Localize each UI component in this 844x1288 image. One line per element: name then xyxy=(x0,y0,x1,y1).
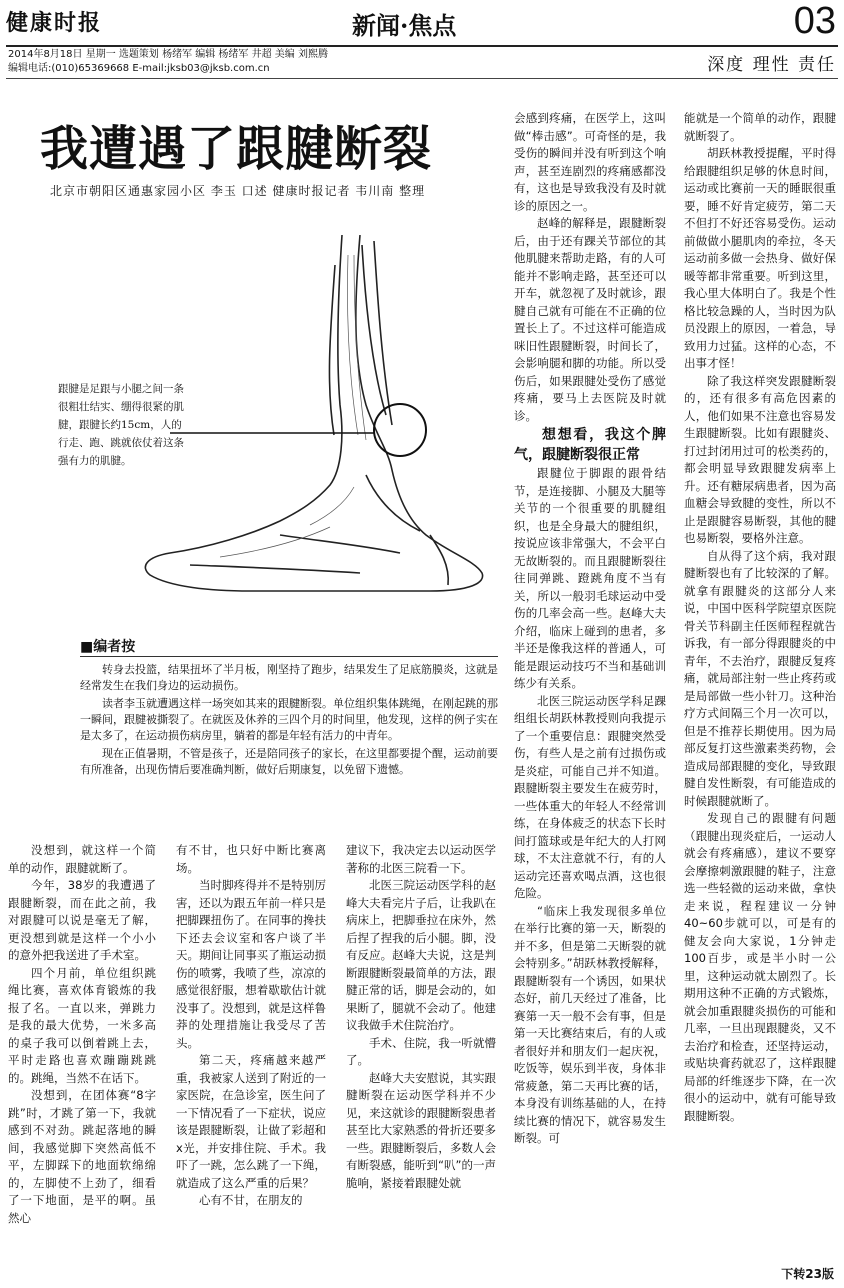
paragraph: 发现自己的跟腱有问题（跟腱出现炎症后，一运动人就会有疼痛感），建议不要穿会摩擦刺激跟腱的鞋子，注意选一些轻微的运动来做，拿快走来说，程程建议一分钟40~60步就可以，可是有的健友会向大家说，1分钟走100百步，或是半小时一公里，这种运动就太剧烈了。长期用这种不正确的方式锻炼，就会加重跟腱炎损伤的可能和几率，一旦出现跟腱炎，又不去治疗和检查，还坚持运动，或贴块膏药就忍了，这样跟腱局部的纤维逐步下降，在一次很小的运动中，就有可能导致跟腱断裂。 xyxy=(684,811,836,1123)
paragraph: 赵峰的解释是，跟腱断裂后，由于还有踝关节部位的其他肌腱来帮助走路，有的人可能并不影响走路，甚至还可以开车，就忽视了及时就诊，跟腱自己就有可能在不正确的位置长上了。不过这样可能造成咪旧性跟腱断裂，时间长了，会影响腿和脚的功能。所以受伤后，如果跟腱处受伤了感觉疼痛，要马上去医院及时就诊。 xyxy=(514,216,666,423)
editor-paragraph: 读者李玉就遭遇这样一场突如其来的跟腱断裂。单位组织集体跳绳，在刚起跳的那一瞬间，跟腱被撕裂了。在就医及休养的三四个月的时间里，他发现，这样的例子实在是太多了，在运动损伤病房里，躺着的都是年轻有活力的中青年。 xyxy=(80,697,498,742)
paragraph: 今年，38岁的我遭遇了跟腱断裂，而在此之前，我对跟腱可以说是毫无了解，更没想到就是这样一个小小的意外把我送进了手术室。 xyxy=(8,878,156,962)
editor-paragraph: 现在正值暑期，不管是孩子，还是陪同孩子的家长，在这里都要提个醒，运动前要有所准备，出现伤情后要准确判断，做好后期康复，以免留下遗憾。 xyxy=(80,747,498,776)
tagline: 深度 理性 责任 xyxy=(707,55,836,75)
text-column-1 xyxy=(8,842,156,1282)
editor-note-rule xyxy=(80,656,498,657)
meta-line-1: 2014年8月18日 星期一 选题策划 杨绪军 编辑 杨绪军 井超 美编 刘熙腾 xyxy=(8,49,328,60)
paragraph: 当时脚疼得并不是特别厉害，还以为跟五年前一样只是把脚踝扭伤了。在同事的搀扶下还去会议室和客户谈了半天。期间让同事买了瓶运动损伤的喷雾，我喷了些，凉凉的感觉很舒服，想着歇歇估计就没事了。没想到，就是这样鲁莽的处理措施让我受尽了苦头。 xyxy=(176,878,326,1050)
paragraph: 北医三院运动医学科足踝组组长胡跃林教授则向我提示了一个重要信息：跟腱突然受伤，有些人是之前有过损伤或是炎症，可能自己并不知道。跟腱断裂主要发生在疲劳时，一些体重大的年轻人不经常训练，在身体疲乏的状态下长时间打篮球或是年纪大的人打网球，不太注意就不行，有的人运动完还喜欢喝点酒，这也很危险。 xyxy=(514,693,666,900)
text-column-2 xyxy=(176,842,326,1282)
meta-line-2: 编辑电话:(010)65369668 E-mail:jksb03@jksb.com.cn xyxy=(8,63,270,74)
masthead xyxy=(0,0,844,46)
masthead-meta xyxy=(8,48,648,76)
illustration-caption: 跟腱是足跟与小腿之间一条很粗壮结实、绷得很紧的肌腱，跟腱长约15cm，人的行走、跑、跳就依仗着这条强有力的肌腱。 xyxy=(58,383,184,467)
paragraph: 胡跃林教授提醒，平时得给跟腱组织足够的休息时间，运动或比赛前一天的睡眠很重要，睡不好肯定疲劳，第二天不但打不好还容易受伤。运动前做做小腿肌肉的牵拉，冬天运动前多做一会热身、做好保暖等都非常重要。听到这里，我心里大体明白了。我是个性格比较急躁的人，当时因为队员没跟上的原因，一着急，导致用力过猛。这样的心态，不出事才怪！ xyxy=(684,146,836,370)
paragraph: 没想到，在团体赛“8字跳”时，才跳了第一下，我就感到不对劲。跳起落地的瞬间，我感觉脚下突然高低不平，左脚踩下的地面软绵绵的，左脚使不上劲了，细看了一下地面，是平的啊。虽然心 xyxy=(8,1088,156,1225)
paragraph: 建议下，我决定去以运动医学著称的北医三院看一下。 xyxy=(346,843,496,875)
article-byline: 北京市朝阳区通惠家园小区 李玉 口述 健康时报记者 韦川南 整理 xyxy=(50,184,426,198)
section-title: 新闻·焦点 xyxy=(352,11,457,40)
paragraph: 有不甘，也只好中断比赛离场。 xyxy=(176,843,326,875)
header-divider xyxy=(6,78,838,79)
paragraph: 赵峰大夫安慰说，其实跟腱断裂在运动医学科并不少见，来这就诊的跟腱断裂患者甚至比大家熟悉的骨折还要多一些。跟腱断裂后，多数人会有断裂感，能听到“叭”的一声脆响，紧接着跟腱处就 xyxy=(346,1070,496,1190)
text-column-4 xyxy=(514,110,666,1285)
paragraph: 没想到，就这样一个简单的动作，跟腱就断了。 xyxy=(8,843,156,875)
paragraph: 能就是一个简单的动作，跟腱就断裂了。 xyxy=(684,111,836,143)
text-column-3 xyxy=(346,842,496,1282)
section-subheading: 想想看，我这个脾气，跟腱断裂很正常 xyxy=(514,427,666,463)
paragraph: 会感到疼痛，在医学上，这叫做“棒击感”。可奇怪的是，我受伤的瞬间并没有听到这个响声，甚至连剧烈的疼痛感都没有，这也是导致我没有及时就诊的原因之一。 xyxy=(514,111,666,213)
editor-note-heading: ■编者按 xyxy=(80,639,136,655)
continued-on-page[interactable]: 下转23版 xyxy=(781,1267,834,1281)
page-number: 03 xyxy=(793,0,836,42)
paragraph: 跟腱位于脚跟的跟骨结节，是连接脚、小腿及大腿等关节的一个很重要的肌腱组织，也是全身最大的腱组织，按说应该非常强大，不会平白无故断裂的。而且跟腱断裂往往同弹跳、蹬跳角度不当有关，所以一般羽毛球运动中受伤的几率会高一些。赵峰大夫介绍，临床上碰到的患者，多半还是像我这样的普通人，可能是跟运动技巧不当和基础训练少有关系。 xyxy=(514,466,666,690)
paragraph: 自从得了这个病，我对跟腱断裂也有了比较深的了解。就拿有跟腱炎的这部分人来说，中国中医科学院望京医院骨关节科副主任医师程程就告诉我，有一部分得跟腱炎的中青年，不去治疗，跟腱反复疼痛，就局部注射一些止疼药或是局部做一些小针刀。这种治疗方式间隔三个月一次可以，但是不推荐长期使用。因为局部反复打这些激素类药物，会造成局部跟腱的变化，导致跟腱自发性断裂，有可能造成的时候跟腱就断了。 xyxy=(684,548,836,808)
paragraph: 四个月前，单位组织跳绳比赛，喜欢体育锻炼的我报了名。一直以来，弹跳力是我的最大优势，一米多高的桌子我可以倒着跳上去，平时走路也喜欢蹦蹦跳跳的。跳绳，当然不在话下。 xyxy=(8,965,156,1085)
text-column-5 xyxy=(684,110,836,1285)
paragraph: 北医三院运动医学科的赵峰大夫看完片子后，让我趴在病床上，把脚垂拉在床外，然后捏了捏我的后小腿。脚，没有反应。赵峰大夫说，这是判断跟腱断裂最简单的方法，跟腱正常的话，脚是会动的，如果断了，腿就不会动了。他建议我做手术住院治疗。 xyxy=(346,878,496,1032)
masthead-rule xyxy=(6,45,838,47)
editor-note-body xyxy=(80,662,498,778)
editor-note xyxy=(80,636,498,826)
paragraph: 手术、住院，我一听就懵了。 xyxy=(346,1035,496,1067)
paragraph: 除了我这样突发跟腱断裂的，还有很多有高危因素的人，他们如果不注意也容易发生跟腱断裂。比如有跟腱炎、打过封闭用过可的松类药的，都会明显导致跟腱发病率上升。还有糖尿病患者，因为高血糖会导致腱的变性，所以不止是跟腱容易断裂，其他的腱也易断裂，要格外注意。 xyxy=(684,373,836,545)
paragraph: 第二天，疼痛越来越严重，我被家人送到了附近的一家医院，在急诊室，医生问了一下情况看了一下症状，说应该是跟腱断裂，让做了彩超和x光，并安排住院、手术。我吓了一跳，怎么跳了一下绳，就造成了这么严重的后果？ xyxy=(176,1053,326,1190)
paragraph: “临床上我发现很多单位在举行比赛的第一天，断裂的并不多，但是第二天断裂的就会特别多。”胡跃林教授解释，跟腱断裂有一个诱因，如果状态好，前几天经过了准备，比赛第一天一般不会有事，但是第一天比赛结束后，有的人或者很好并和朋友们一起庆祝，吃饭等，娱乐到半夜，身体非常疲惫，第二天再比赛的话，本身没有训练基础的人，在持续比赛的情况下，就容易发生断裂。可 xyxy=(514,903,666,1145)
newspaper-logo: 健康时报 xyxy=(6,10,103,36)
article-title: 我遭遇了跟腱断裂 xyxy=(40,121,433,177)
editor-paragraph: 转身去投篮，结果扭坏了半月板，刚坚持了跑步，结果发生了足底筋膜炎，这就是经常发生在我们身边的运动损伤。 xyxy=(80,663,498,692)
paragraph: 心有不甘，在朋友的 xyxy=(199,1193,303,1207)
